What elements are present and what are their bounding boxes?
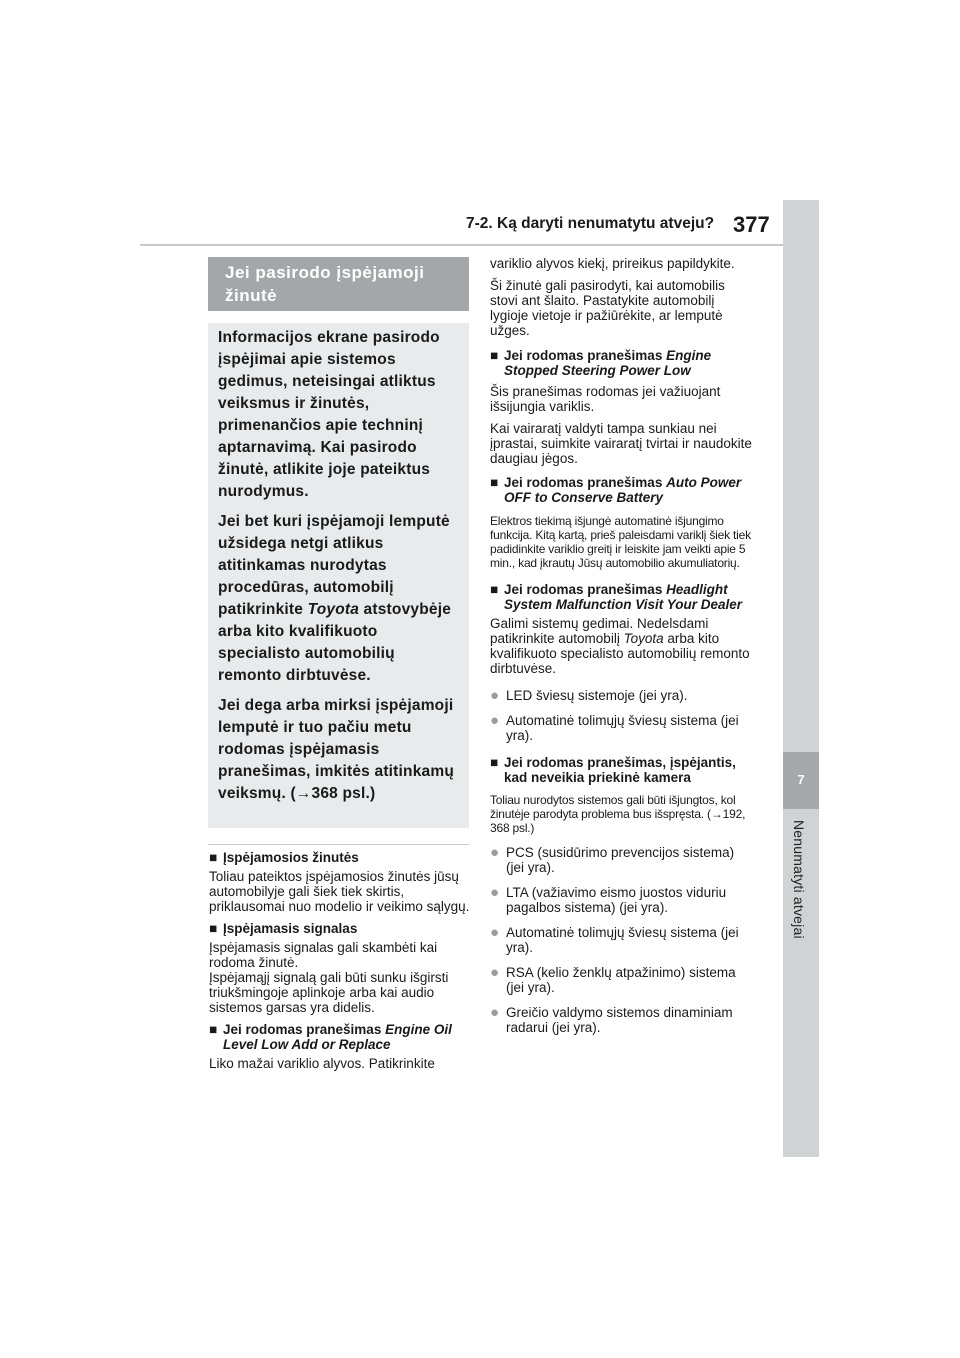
header-rule bbox=[140, 244, 783, 246]
list-item-text: Automatinė tolimųjų šviesų sistema (jei yra). bbox=[506, 713, 739, 743]
body-line: arba kito kvalifikuoto specialisto automobilių remonto dirbtuvėse. bbox=[490, 631, 750, 676]
subheading-prefix: Jei rodomas pranešimas bbox=[223, 1022, 386, 1037]
subheading-prefix: Jei rodomas pranešimas bbox=[504, 582, 667, 597]
subheading-text: Įspėjamosios žinutės bbox=[223, 850, 359, 865]
list-item bbox=[490, 965, 752, 995]
body-text: Elektros tiekimą išjungė automatinė išjungimo funkcija. Kitą kartą, prieš paleisdami variklį šiek tiek padidinkite variklio greitį ir leiskite jam veikti apie 5 min., kad įkrautų Jūsų automobilio akumuliatorių. bbox=[490, 514, 751, 570]
circle-bullet-icon: ● bbox=[490, 964, 500, 981]
subheading-oil-level bbox=[209, 1022, 471, 1052]
summary-text: Jei bet kuri įspėjamoji lemputė užsidega netgi atlikus atitinkamas nurodytas procedūras, automobilį patikrinkite bbox=[218, 513, 450, 618]
subheading-warning-signal bbox=[209, 921, 471, 936]
circle-bullet-icon: ● bbox=[490, 1004, 500, 1021]
subheading-text: Jei rodomas pranešimas, įspėjantis, kad neveikia priekinė kamera bbox=[504, 755, 736, 785]
brand-name: Toyota bbox=[623, 631, 664, 646]
section-heading: Jei pasirodo įspėjamoji žinutė bbox=[225, 263, 425, 305]
list-item-text: LTA (važiavimo eismo juostos viduriu pagalbos sistema) (jei yra). bbox=[506, 885, 727, 915]
body-text: Liko mažai variklio alyvos. Patikrinkite bbox=[209, 1056, 435, 1071]
circle-bullet-icon: ● bbox=[490, 712, 500, 729]
brand-name: Toyota bbox=[307, 601, 360, 618]
list-item bbox=[490, 1005, 752, 1035]
chapter-number: 7 bbox=[797, 772, 805, 787]
list-item-text: LED šviesų sistemoje (jei yra). bbox=[506, 688, 688, 703]
warning-message-name: Auto Power OFF to Conserve Battery bbox=[504, 475, 742, 505]
subheading-text bbox=[504, 582, 752, 612]
subheading-auto-power-off bbox=[490, 475, 752, 505]
warning-message-name: Headlight System Malfunction Visit Your Dealer bbox=[504, 582, 743, 612]
circle-bullet-icon: ● bbox=[490, 924, 500, 941]
subheading-front-camera bbox=[490, 755, 752, 785]
right-column bbox=[490, 256, 752, 1042]
warning-message-name: Engine Oil Level Low Add or Replace bbox=[223, 1022, 452, 1052]
body-line: Įspėjamasis signalas gali skambėti kai rodoma žinutė. bbox=[209, 940, 438, 970]
section-title: 7-2. Ką daryti nenumatytu atveju? bbox=[466, 215, 715, 232]
summary-paragraph-3: Jei dega arba mirksi įspėjamoji lemputė ir tuo pačiu metu rodomas įspėjamasis pranešimas, imkitės atitinkamų veiksmų. (→368 psl.) bbox=[218, 697, 455, 802]
chapter-tab-bar bbox=[783, 200, 819, 1157]
subheading-text: Įspėjamasis signalas bbox=[223, 921, 358, 936]
circle-bullet-icon: ● bbox=[490, 687, 500, 704]
body-text bbox=[209, 940, 471, 1015]
summary-box bbox=[208, 323, 469, 828]
body-text: Ši žinutė gali pasirodyti, kai automobilis stovi ant šlaito. Pastatykite automobilį lygioje vietoje ir pažiūrėkite, ar lemputė užges. bbox=[490, 278, 725, 338]
subheading-text bbox=[504, 475, 752, 505]
subheading-steering-power bbox=[490, 348, 752, 378]
body-text: Šis pranešimas rodomas jei važiuojant išsijungia variklis. bbox=[490, 384, 721, 414]
circle-bullet-icon: ● bbox=[490, 884, 500, 901]
list-item bbox=[490, 845, 752, 875]
subheading-headlight bbox=[490, 582, 752, 612]
list-item bbox=[490, 688, 752, 703]
list-item bbox=[490, 885, 752, 915]
square-bullet-icon: ■ bbox=[490, 582, 499, 597]
subheading-warning-messages bbox=[209, 850, 471, 865]
chapter-label: Nenumatyti atvejai bbox=[791, 820, 807, 939]
list-item-text: Greičio valdymo sistemos dinaminiam radarui (jei yra). bbox=[506, 1005, 733, 1035]
list-item-text: Automatinė tolimųjų šviesų sistema (jei yra). bbox=[506, 925, 739, 955]
subheading-prefix: Jei rodomas pranešimas bbox=[504, 475, 667, 490]
summary-paragraph-1: Informacijos ekrane pasirodo įspėjimai apie sistemos gedimus, neteisingai atliktus veiksmus ir žinutės, primenančios apie techninį aptarnavimą. Kai pasirodo žinutė, atlikite joje pateiktus nurodymus. bbox=[218, 329, 440, 500]
body-line: Galimi sistemų gedimai. Nedelsdami patikrinkite automobilį bbox=[490, 616, 709, 646]
body-text: Toliau pateiktos įspėjamosios žinutės jūsų automobilyje gali šiek tiek skirtis, priklausomai nuo modelio ir veikimo sąlygų. bbox=[209, 869, 470, 914]
body-line: Įspėjamąjį signalą gali būti sunku išgirsti triukšmingoje aplinkoje arba kai audio sistemos garsas yra didelis. bbox=[209, 970, 449, 1015]
square-bullet-icon: ■ bbox=[490, 755, 499, 770]
list-item-text: RSA (kelio ženklų atpažinimo) sistema (jei yra). bbox=[506, 965, 736, 995]
body-text bbox=[490, 616, 752, 676]
body-text: Kai vairaratį valdyti tampa sunkiau nei įprastai, suimkite vairaratį tvirtai ir naudokite daugiau jėgos. bbox=[490, 421, 752, 466]
body-text: variklio alyvos kiekį, prireikus papildykite. bbox=[490, 256, 735, 271]
square-bullet-icon: ■ bbox=[209, 850, 218, 865]
square-bullet-icon: ■ bbox=[209, 1022, 218, 1037]
warning-message-name: Engine Stopped Steering Power Low bbox=[504, 348, 712, 378]
square-bullet-icon: ■ bbox=[490, 475, 499, 490]
page-number: 377 bbox=[733, 212, 770, 237]
divider bbox=[208, 844, 469, 845]
square-bullet-icon: ■ bbox=[209, 921, 218, 936]
subheading-prefix: Jei rodomas pranešimas bbox=[504, 348, 667, 363]
list-item bbox=[490, 925, 752, 955]
subheading-text bbox=[223, 1022, 471, 1052]
list-item bbox=[490, 713, 752, 743]
subheading-text bbox=[504, 348, 752, 378]
summary-paragraph-2 bbox=[218, 511, 459, 687]
section-heading-box bbox=[208, 257, 469, 311]
body-text: Toliau nurodytos sistemos gali būti išjungtos, kol žinutėje parodyta problema bus išspręsta. (→192, 368 psl.) bbox=[490, 793, 746, 835]
left-column bbox=[209, 850, 471, 1078]
circle-bullet-icon: ● bbox=[490, 844, 500, 861]
square-bullet-icon: ■ bbox=[490, 348, 499, 363]
summary-text: atstovybėje arba kito kvalifikuoto specialisto automobilių remonto dirbtuvėse. bbox=[218, 601, 452, 684]
list-item-text: PCS (susidūrimo prevencijos sistema) (jei yra). bbox=[506, 845, 735, 875]
